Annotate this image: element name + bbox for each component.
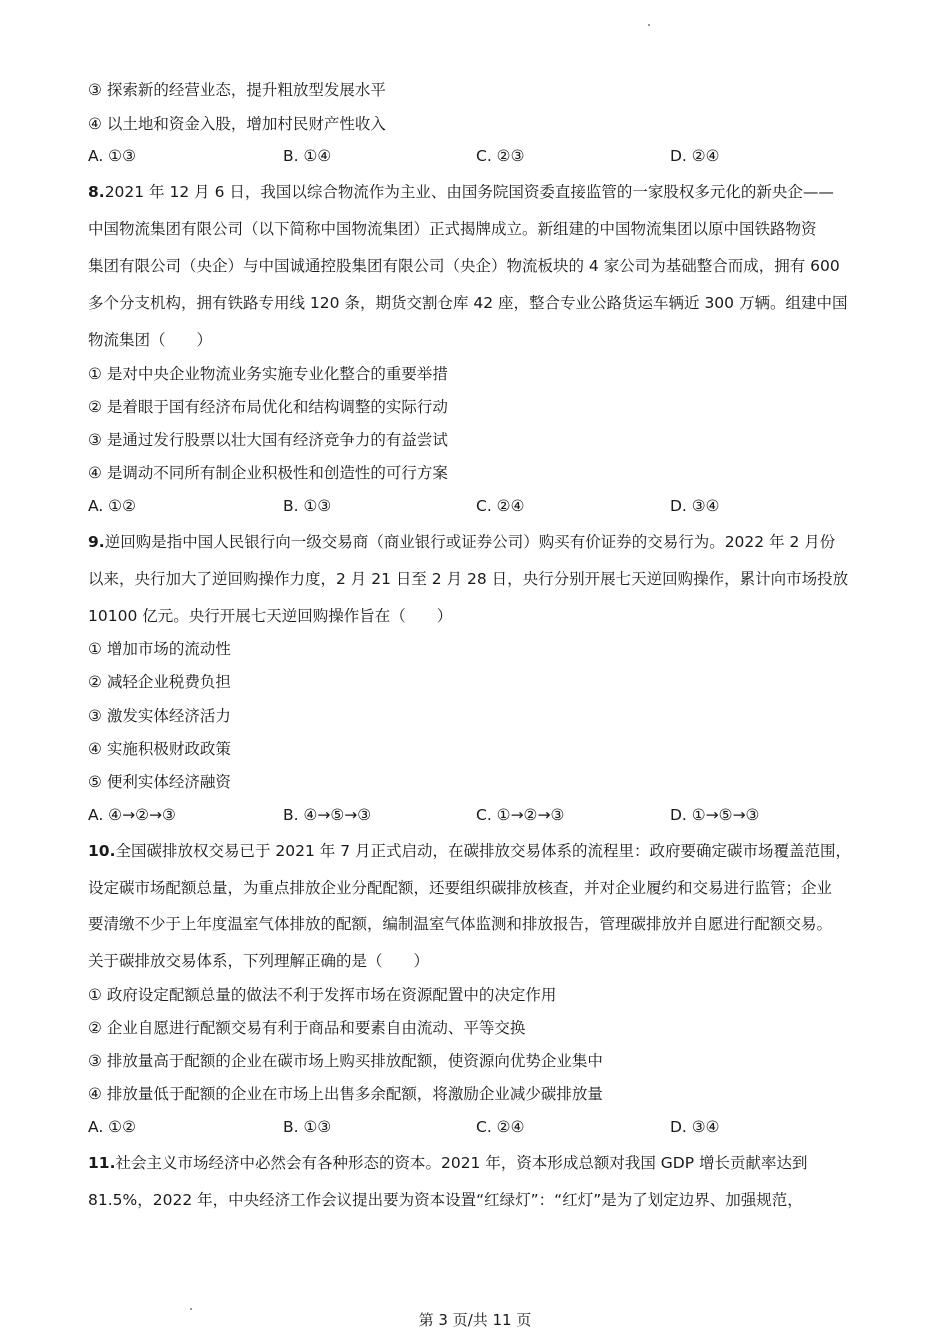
q8-option-3: ③ 是通过发行股票以壮大国有经济竞争力的有益尝试 — [88, 431, 448, 449]
choice-b[interactable]: B. ①③ — [283, 1118, 332, 1136]
choice-b[interactable]: B. ④→⑤→③ — [283, 806, 372, 824]
q9-stem-line-1: 9.逆回购是指中国人民银行向一级交易商（商业银行或证券公司）购买有价证券的交易行为。2022 年 2 月份 — [88, 533, 836, 551]
q8-stem-line-2: 中国物流集团有限公司（以下简称中国物流集团）正式揭牌成立。新组建的中国物流集团以原中国铁路物资 — [88, 220, 817, 238]
choice-d[interactable]: D. ③④ — [670, 1118, 720, 1136]
q8-number: 8. — [88, 183, 105, 201]
scan-mark-top — [648, 24, 650, 26]
q7-option-4: ④ 以土地和资金入股，增加村民财产性收入 — [88, 115, 386, 133]
q10-number: 10. — [88, 842, 116, 860]
q9-option-1: ① 增加市场的流动性 — [88, 640, 231, 658]
choice-b[interactable]: B. ①③ — [283, 497, 332, 515]
choice-c[interactable]: C. ①→②→③ — [476, 806, 565, 824]
choice-a[interactable]: A. ①② — [88, 497, 136, 515]
q8-option-4: ④ 是调动不同所有制企业积极性和创造性的可行方案 — [88, 464, 448, 482]
q8-stem-line-3: 集团有限公司（央企）与中国诚通控股集团有限公司（央企）物流板块的 4 家公司为基础整合而成，拥有 600 — [88, 257, 840, 275]
q11-stem-line-2: 81.5%，2022 年，中央经济工作会议提出要为资本设置“红绿灯”：“红灯”是为了划定边界、加强规范， — [88, 1191, 803, 1209]
q10-option-4: ④ 排放量低于配额的企业在市场上出售多余配额，将激励企业减少碳排放量 — [88, 1085, 603, 1103]
q9-option-5: ⑤ 便利实体经济融资 — [88, 773, 231, 791]
choice-b[interactable]: B. ①④ — [283, 147, 332, 165]
q8-option-1: ① 是对中央企业物流业务实施专业化整合的重要举措 — [88, 365, 448, 383]
q9-option-4: ④ 实施积极财政政策 — [88, 740, 231, 758]
q9-option-3: ③ 激发实体经济活力 — [88, 707, 231, 725]
q9-number: 9. — [88, 533, 105, 551]
choice-a[interactable]: A. ①② — [88, 1118, 136, 1136]
choice-d[interactable]: D. ②④ — [670, 147, 720, 165]
q10-choices — [88, 1117, 868, 1137]
q8-option-2: ② 是着眼于国有经济布局优化和结构调整的实际行动 — [88, 398, 448, 416]
choice-c[interactable]: C. ②④ — [476, 1118, 525, 1136]
q10-option-2: ② 企业自愿进行配额交易有利于商品和要素自由流动、平等交换 — [88, 1019, 526, 1037]
choice-a[interactable]: A. ④→②→③ — [88, 806, 176, 824]
q10-option-3: ③ 排放量高于配额的企业在碳市场上购买排放配额，使资源向优势企业集中 — [88, 1052, 603, 1070]
q9-choices — [88, 805, 868, 825]
choice-a[interactable]: A. ①③ — [88, 147, 136, 165]
q9-stem-line-2: 以来，央行加大了逆回购操作力度，2 月 21 日至 2 月 28 日，央行分别开展七天逆回购操作，累计向市场投放 — [88, 570, 849, 588]
choice-d[interactable]: D. ③④ — [670, 497, 720, 515]
page-number: 第 3 页/共 11 页 — [418, 1311, 532, 1329]
q9-stem-line-3: 10100 亿元。央行开展七天逆回购操作旨在（ ） — [88, 607, 453, 625]
q7-choices — [88, 146, 868, 166]
q8-stem-line-1: 8.2021 年 12 月 6 日，我国以综合物流作为主业、由国务院国资委直接监管的一家股权多元化的新央企—— — [88, 183, 834, 201]
q8-stem-line-5: 物流集团（ ） — [88, 331, 213, 349]
choice-c[interactable]: C. ②④ — [476, 497, 525, 515]
choice-c[interactable]: C. ②③ — [476, 147, 525, 165]
q7-option-3: ③ 探索新的经营业态，提升粗放型发展水平 — [88, 81, 386, 99]
q9-option-2: ② 减轻企业税费负担 — [88, 673, 231, 691]
q10-stem-line-1: 10.全国碳排放权交易已于 2021 年 7 月正式启动，在碳排放交易体系的流程里：政府要确定碳市场覆盖范围， — [88, 842, 851, 860]
q10-stem-line-4: 关于碳排放交易体系，下列理解正确的是（ ） — [88, 952, 430, 970]
q10-option-1: ① 政府设定配额总量的做法不利于发挥市场在资源配置中的决定作用 — [88, 986, 557, 1004]
q8-stem-line-4: 多个分支机构，拥有铁路专用线 120 条，期货交割仓库 42 座，整合专业公路货运车辆近 300 万辆。组建中国 — [88, 294, 848, 312]
q11-stem-line-1: 11.社会主义市场经济中必然会有各种形态的资本。2021 年，资本形成总额对我国 GDP 增长贡献率达到 — [88, 1154, 808, 1172]
q11-number: 11. — [88, 1154, 116, 1172]
q8-choices — [88, 496, 868, 516]
q10-stem-line-3: 要清缴不少于上年度温室气体排放的配额，编制温室气体监测和排放报告，管理碳排放并自愿进行配额交易。 — [88, 915, 833, 933]
q10-stem-line-2: 设定碳市场配额总量，为重点排放企业分配配额，还要组织碳排放核查，并对企业履约和交易进行监管；企业 — [88, 879, 833, 897]
choice-d[interactable]: D. ①→⑤→③ — [670, 806, 760, 824]
